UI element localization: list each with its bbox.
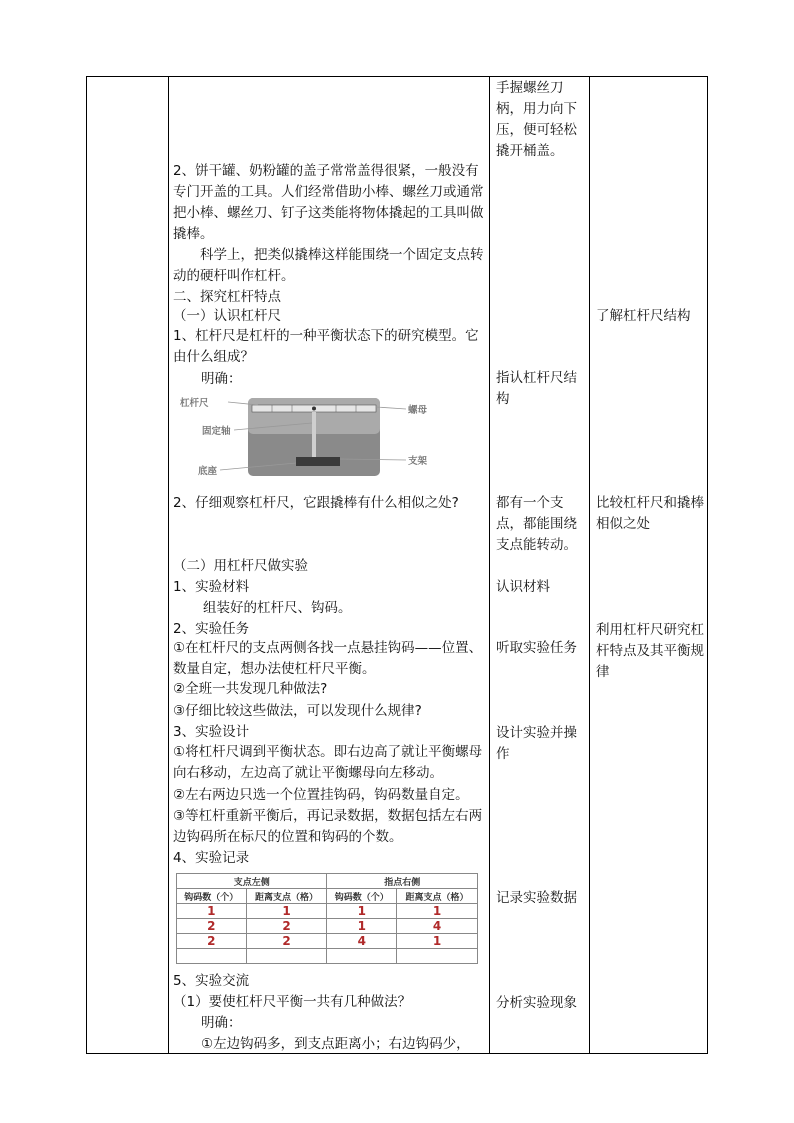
subsection-heading: （一）认识杠杆尺 [173, 308, 281, 324]
paragraph: 1、杠杆尺是杠杆的一种平衡状态下的研究模型。它由什么组成？ [173, 328, 479, 365]
label-axis: 固定轴 [202, 426, 231, 437]
group-left-header: 支点左侧 [177, 874, 327, 889]
student-activity: 设计实验并操作 [496, 725, 577, 762]
design-intent: 利用杠杆尺研究杠杆特点及其平衡规律 [596, 622, 704, 680]
student-activity: 听取实验任务 [496, 640, 577, 656]
student-activity: 记录实验数据 [496, 890, 577, 906]
paragraph: ③等杠杆重新平衡后，再记录数据，数据包括左右两边钩码所在标尺的位置和钩码的个数。 [173, 808, 483, 845]
column-header: 钩码数（个） [177, 889, 247, 904]
paragraph: ②全班一共发现几种做法? [173, 681, 328, 697]
student-activity: 认识材料 [496, 579, 550, 595]
student-activity: 指认杠杆尺结构 [496, 370, 577, 407]
column-divider [589, 76, 590, 1054]
paragraph: （1）要使杠杆尺平衡一共有几种做法？ [173, 994, 412, 1010]
label-ruler: 杠杆尺 [180, 398, 209, 409]
paragraph: ①在杠杆尺的支点两侧各找一点悬挂钩码——位置、数量自定，想办法使杠杆尺平衡。 [173, 640, 483, 677]
design-intent: 了解杠杆尺结构 [596, 308, 691, 324]
section-heading: 二、探究杠杆特点 [173, 289, 281, 305]
paragraph: 2、仔细观察杠杆尺，它跟撬棒有什么相似之处? [173, 495, 459, 511]
paragraph: ①将杠杆尺调到平衡状态。即右边高了就让平衡螺母向右移动，左边高了就让平衡螺母向左移动。 [173, 744, 483, 781]
paragraph: 2、饼干罐、奶粉罐的盖子常常盖得很紧，一般没有专门开盖的工具。人们经常借助小棒、螺丝刀或通常把小棒、螺丝刀、钉子这类能将物体撬起的工具叫做撬棒。 [173, 163, 484, 242]
table-row: 2 2 1 4 [177, 919, 478, 934]
paragraph: ②左右两边只选一个位置挂钩码，钩码数量自定。 [173, 787, 469, 803]
column-header: 钩码数（个） [327, 889, 397, 904]
table-row: 2 2 4 1 [177, 934, 478, 949]
experiment-record-table [176, 873, 478, 964]
label-stand: 支架 [408, 456, 428, 467]
design-intent: 比较杠杆尺和撬棒相似之处 [596, 495, 704, 532]
column-header: 距离支点（格） [397, 889, 478, 904]
fixed-axis [312, 407, 316, 411]
paragraph: 1、实验材料 [173, 579, 250, 595]
column-header: 距离支点（格） [246, 889, 327, 904]
group-right-header: 指点右侧 [327, 874, 478, 889]
label-base: 底座 [198, 466, 218, 477]
clarify-label: 明确： [201, 371, 242, 387]
paragraph: ①左边钩码多，到支点距离小；右边钩码少， [201, 1036, 470, 1052]
lever-ruler-diagram [176, 393, 442, 481]
student-activity: 手握螺丝刀柄，用力向下压，便可轻松撬开桶盖。 [496, 80, 577, 159]
paragraph: 科学上，把类似撬棒这样能围绕一个固定支点转动的硬杆叫作杠杆。 [173, 247, 484, 284]
paragraph: 2、实验任务 [173, 621, 250, 637]
subsection-heading: （二）用杠杆尺做实验 [173, 558, 308, 574]
paragraph: 3、实验设计 [173, 724, 250, 740]
paragraph: 组装好的杠杆尺、钩码。 [203, 600, 352, 616]
clarify-label: 明确： [201, 1015, 242, 1031]
stand [312, 412, 316, 460]
paragraph: 5、实验交流 [173, 973, 250, 989]
base [296, 457, 340, 466]
column-divider [168, 76, 169, 1054]
student-activity: 分析实验现象 [496, 995, 577, 1011]
paragraph: 4、实验记录 [173, 850, 250, 866]
table-row [177, 949, 478, 964]
label-nut: 螺母 [408, 405, 428, 416]
paragraph: ③仔细比较这些做法，可以发现什么规律? [173, 703, 422, 719]
student-activity: 都有一个支点，都能围绕支点能转动。 [496, 495, 577, 553]
table-row: 1 1 1 1 [177, 904, 478, 919]
column-divider [489, 76, 490, 1054]
